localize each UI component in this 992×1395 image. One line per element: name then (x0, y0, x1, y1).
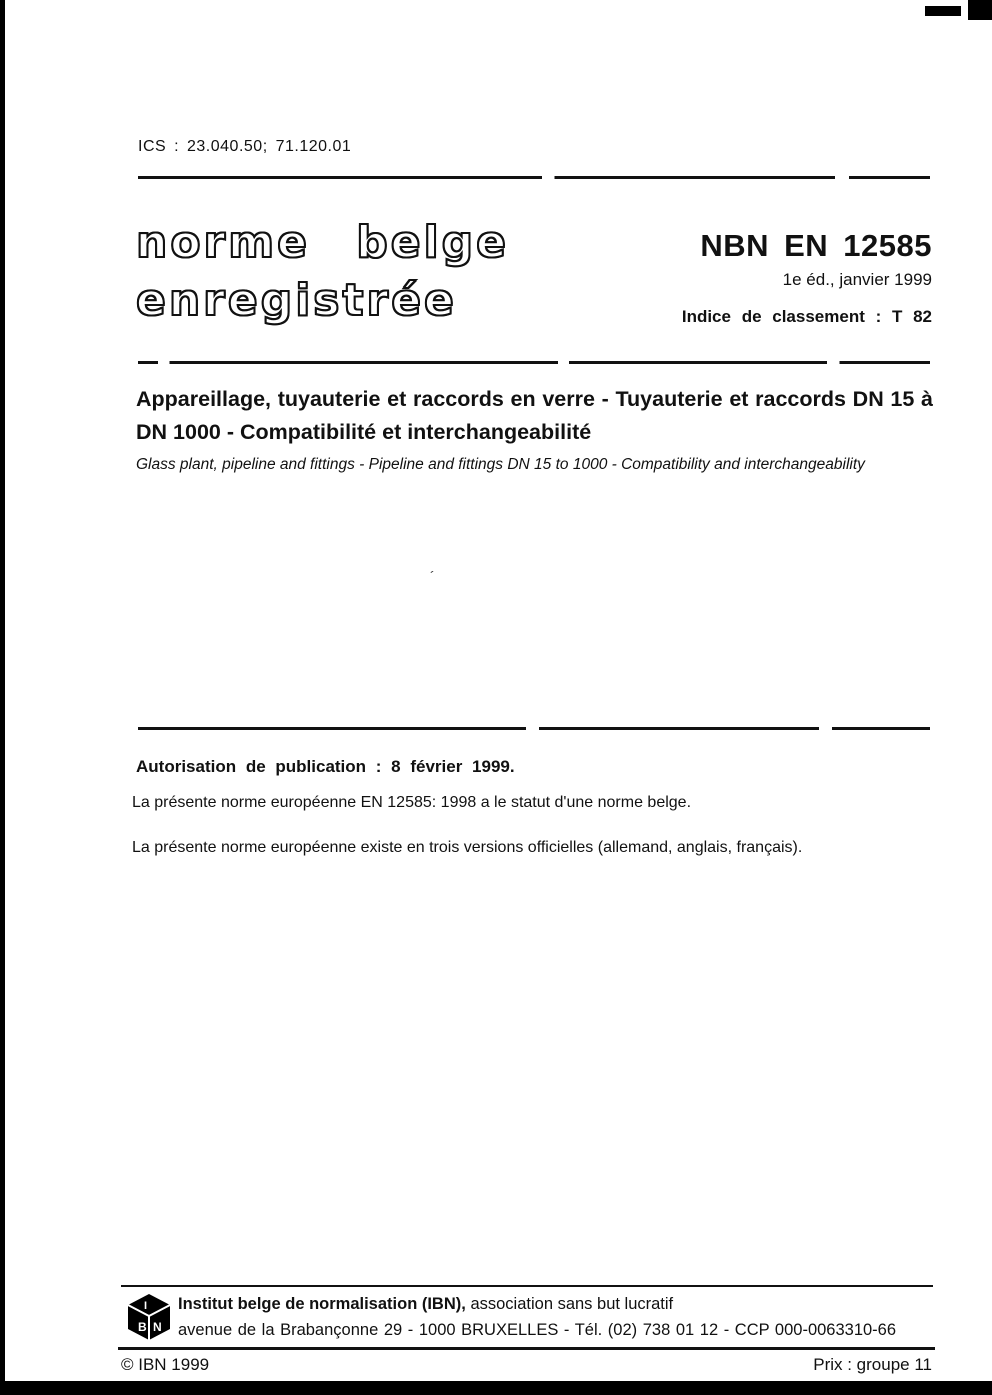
price-group: Prix : groupe 11 (813, 1355, 932, 1374)
horizontal-rule-top (138, 176, 930, 179)
publisher-status: association sans but lucratif (465, 1295, 674, 1313)
svg-text:I: I (144, 1300, 148, 1312)
publisher-line (178, 1295, 673, 1314)
copyright-notice: © IBN 1999 (121, 1355, 210, 1374)
header-right-block (520, 228, 932, 327)
title-french: Appareillage, tuyauterie et raccords en verre - Tuyauterie et raccords DN 15 à DN 1000 - Compatibilité et interchangeabilité (136, 387, 933, 444)
edition-date: 1e éd., janvier 1999 (782, 270, 932, 289)
versions-paragraph: La présente norme européenne existe en trois versions officielles (allemand, anglais, français). (132, 839, 803, 856)
document-type-line2: enregistrée (136, 275, 457, 326)
scan-stray-mark: ´ (430, 568, 435, 584)
standard-code: NBN EN 12585 (700, 228, 932, 263)
document-type-heading (136, 214, 509, 330)
publisher-address: avenue de la Brabançonne 29 - 1000 BRUXELLES - Tél. (02) 738 01 12 - CCP 000-0063310-66 (178, 1321, 897, 1339)
ics-code: ICS : 23.040.50; 71.120.01 (138, 138, 352, 155)
horizontal-rule-title (138, 361, 930, 364)
document-type-line1: norme belge (136, 217, 510, 268)
scan-artifact-top-right-1 (925, 6, 961, 16)
svg-text:N: N (153, 1320, 162, 1334)
publisher-name: Institut belge de normalisation (IBN), (178, 1295, 466, 1313)
horizontal-rule-footer-top (121, 1285, 933, 1287)
ibn-logo-icon (127, 1293, 171, 1341)
scan-border-bottom (0, 1381, 992, 1395)
scan-border-left (0, 0, 5, 1395)
status-paragraph: La présente norme européenne EN 12585: 1998 a le statut d'une norme belge. (132, 794, 692, 811)
scan-artifact-top-right-2 (968, 0, 992, 20)
authorization-line: Autorisation de publication : 8 février 1999. (136, 757, 515, 776)
horizontal-rule-middle (138, 727, 930, 730)
classification-index: Indice de classement : T 82 (681, 307, 932, 326)
title-english: Glass plant, pipeline and fittings - Pipeline and fittings DN 15 to 1000 - Compatibility and interchangeability (136, 456, 865, 473)
svg-text:B: B (138, 1320, 147, 1334)
horizontal-rule-footer-bottom (118, 1347, 935, 1350)
